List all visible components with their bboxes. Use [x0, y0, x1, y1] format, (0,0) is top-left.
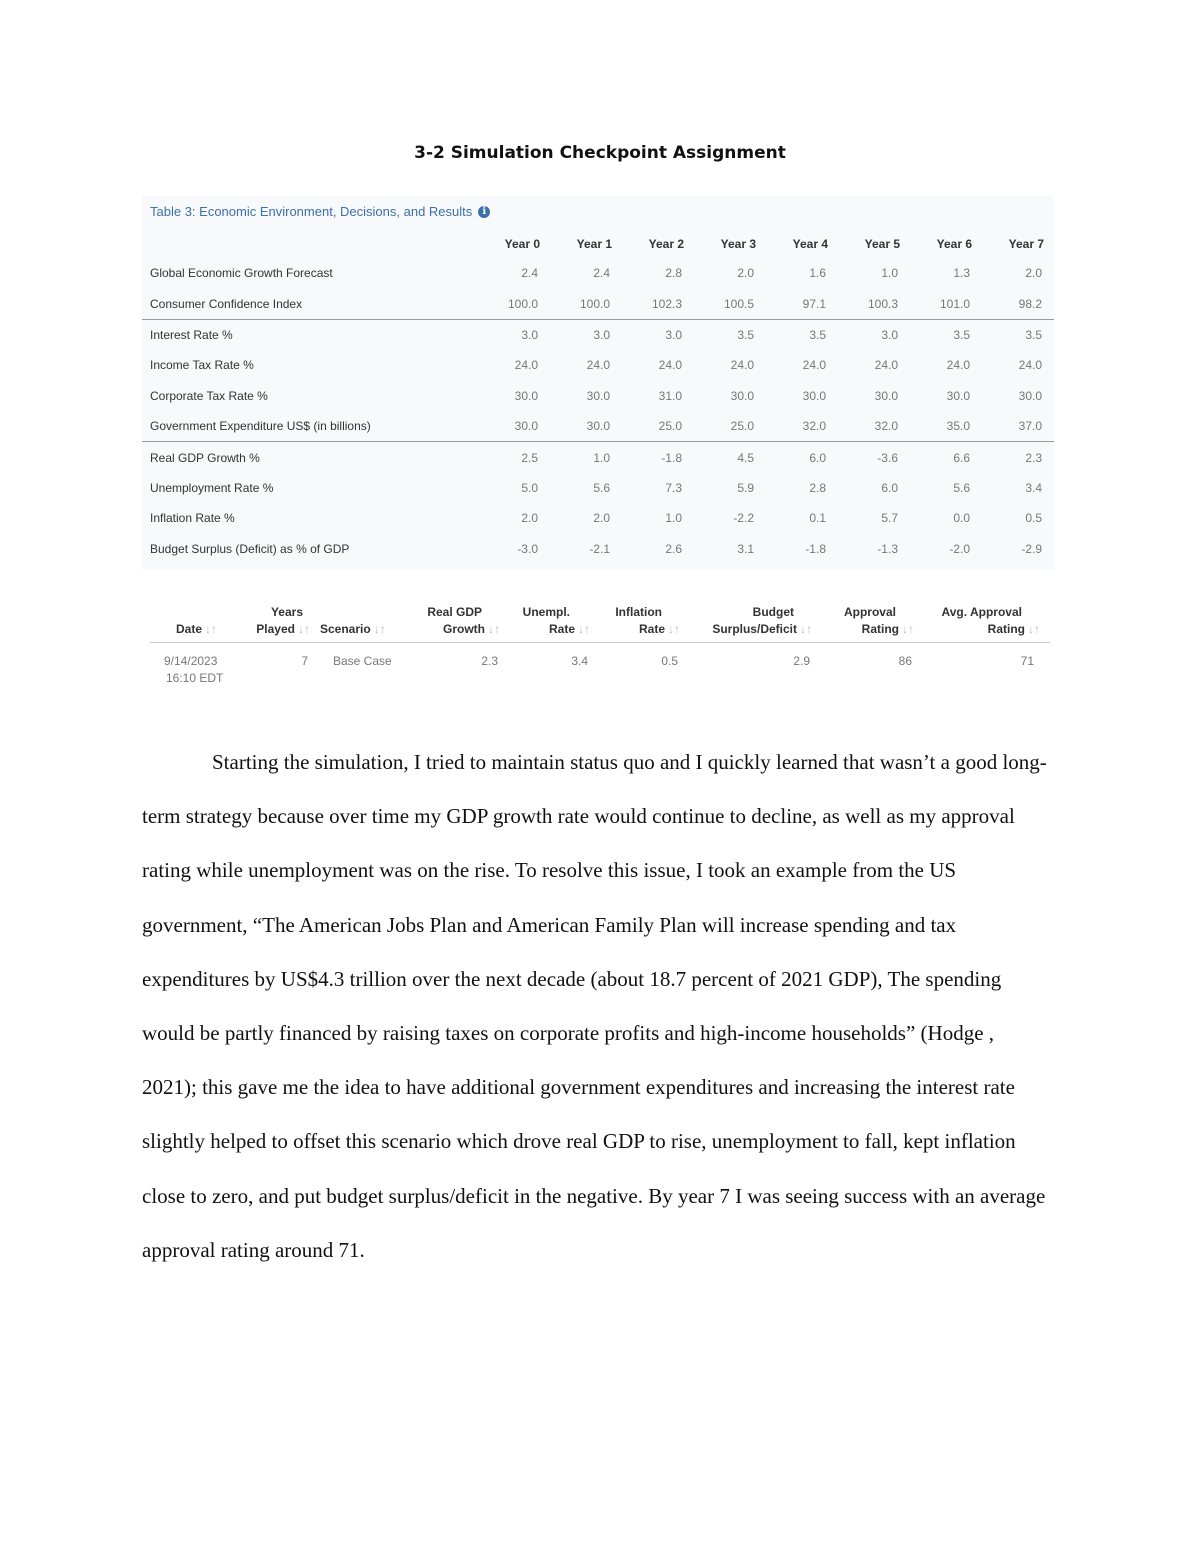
- header-year-3: Year 3: [720, 237, 756, 251]
- row-label: Government Expenditure US$ (in billions): [150, 419, 371, 434]
- header-year-1: Year 1: [576, 237, 612, 251]
- table-cell: 31.0: [658, 388, 682, 403]
- table-cell: 3.0: [550, 319, 622, 350]
- table-cell: 2.4: [593, 266, 610, 281]
- table-cell: 24.0: [586, 358, 610, 373]
- economic-environment-table: [142, 230, 1054, 564]
- header-approval-rating[interactable]: Approval Rating ↓↑: [843, 605, 914, 636]
- table-row: [142, 381, 1054, 411]
- table-cell: 32.0: [802, 419, 826, 434]
- header-date[interactable]: Date ↓↑: [176, 622, 218, 636]
- table-cell: 100.5: [723, 296, 754, 311]
- table-cell: 5.6: [593, 480, 610, 495]
- body-paragraph: Starting the simulation, I tried to maintain status quo and I quickly learned that wasn’t a good long-term strategy because over time my GDP growth rate would continue to decline, as well as my approval rating while unemployment was on the rise. To resolve this issue, I took an example from the US government, “The American Jobs Plan and American Family Plan will increase spending and tax expenditures by US$4.3 trillion over the next decade (about 18.7 percent of 2021 GDP), The spending would be partly financed by raising taxes on corporate profits and high-income households” (Hodge , 2021); this gave me the idea to have additional government expenditures and increasing the interest rate slightly helped to offset this scenario which drove real GDP to rise, unemployment to fall, kept inflation close to zero, and put budget surplus/deficit in the negative. By year 7 I was seeing success with an average approval rating around 71.: [142, 750, 1047, 1262]
- table-cell: 30.0: [514, 388, 538, 403]
- sort-icon[interactable]: ↓↑: [488, 622, 500, 636]
- table-cell: 30.0: [586, 388, 610, 403]
- table-cell: -2.9: [1021, 541, 1042, 556]
- sort-icon[interactable]: ↓↑: [1028, 622, 1040, 636]
- table-cell: 3.4: [1025, 480, 1042, 495]
- table-cell: 3.5: [766, 319, 838, 350]
- table-cell: 101.0: [939, 296, 970, 311]
- table-cell: -1.3: [877, 541, 898, 556]
- cell-scenario: Base Case: [333, 654, 392, 668]
- table-cell: 2.8: [809, 480, 826, 495]
- table-row: [142, 411, 1054, 442]
- table-cell: 2.4: [521, 266, 538, 281]
- table-cell: 3.5: [694, 319, 766, 350]
- table-cell: 2.0: [737, 266, 754, 281]
- table-cell: -2.0: [949, 541, 970, 556]
- table-cell: 97.1: [802, 296, 826, 311]
- results-header-row: [150, 598, 1050, 643]
- table-cell: 37.0: [1018, 419, 1042, 434]
- table-cell: 6.0: [881, 480, 898, 495]
- table-cell: 3.0: [838, 319, 910, 350]
- results-table: [150, 598, 1050, 683]
- table-cell: 3.5: [982, 319, 1054, 350]
- table-cell: 1.6: [809, 266, 826, 281]
- sort-icon[interactable]: ↓↑: [578, 622, 590, 636]
- table-cell: 0.5: [1025, 511, 1042, 526]
- table-cell: 30.0: [730, 388, 754, 403]
- table-cell: 98.2: [1018, 296, 1042, 311]
- header-budget-surplus-deficit[interactable]: Budget Surplus/Deficit ↓↑: [712, 605, 812, 636]
- table-cell: -3.6: [838, 442, 910, 473]
- table-cell: 5.9: [737, 480, 754, 495]
- table-cell: 100.3: [867, 296, 898, 311]
- table-cell: 24.0: [658, 358, 682, 373]
- table-cell: 25.0: [658, 419, 682, 434]
- table-cell: 1.0: [550, 442, 622, 473]
- table-row: [142, 503, 1054, 533]
- sort-icon[interactable]: ↓↑: [298, 622, 310, 636]
- sort-icon[interactable]: ↓↑: [205, 622, 218, 636]
- table-cell: -2.1: [589, 541, 610, 556]
- info-icon[interactable]: i: [478, 206, 490, 218]
- table-cell: 4.5: [694, 442, 766, 473]
- table-cell: 30.0: [514, 419, 538, 434]
- table-cell: 30.0: [874, 388, 898, 403]
- header-inflation-rate[interactable]: Inflation Rate ↓↑: [615, 605, 680, 636]
- header-blank: [142, 230, 478, 258]
- header-real-gdp-growth[interactable]: Real GDP Growth ↓↑: [427, 605, 500, 636]
- header-year-5: Year 5: [864, 237, 900, 251]
- cell-budget-surplus-deficit: 2.9: [793, 654, 810, 668]
- row-label: Consumer Confidence Index: [150, 296, 303, 311]
- table-cell: 6.0: [766, 442, 838, 473]
- table-cell: 3.5: [910, 319, 982, 350]
- table-cell: 24.0: [874, 358, 898, 373]
- cell-years-played: 7: [301, 654, 308, 668]
- row-label: Income Tax Rate %: [150, 358, 254, 373]
- cell-date: 9/14/2023 16:10 EDT: [164, 654, 224, 685]
- table-cell: 102.3: [651, 296, 682, 311]
- table-cell: 0.0: [953, 511, 970, 526]
- sort-icon[interactable]: ↓↑: [902, 622, 914, 636]
- table-cell: 30.0: [586, 419, 610, 434]
- table-cell: 2.0: [593, 511, 610, 526]
- cell-avg-approval-rating: 71: [1020, 654, 1034, 668]
- table-cell: 2.3: [982, 442, 1054, 473]
- economic-environment-table-panel: [142, 196, 1054, 570]
- table-row: [142, 473, 1054, 503]
- table-cell: 30.0: [1018, 388, 1042, 403]
- row-label: Interest Rate %: [142, 319, 478, 350]
- header-years-played[interactable]: Years Played ↓↑: [256, 605, 310, 636]
- table-row: [142, 442, 1054, 473]
- header-year-6: Year 6: [936, 237, 972, 251]
- row-label: Corporate Tax Rate %: [150, 388, 268, 403]
- table-cell: -1.8: [805, 541, 826, 556]
- table-cell: -2.2: [733, 511, 754, 526]
- table-caption: [150, 204, 490, 219]
- table-cell: 24.0: [514, 358, 538, 373]
- table-header-row: [142, 230, 1054, 258]
- table-cell: 24.0: [730, 358, 754, 373]
- table-cell: 7.3: [665, 480, 682, 495]
- table-cell: 0.1: [809, 511, 826, 526]
- header-year-0: Year 0: [504, 237, 540, 251]
- header-year-7: Year 7: [1008, 237, 1044, 251]
- table-cell: 32.0: [874, 419, 898, 434]
- table-cell: 25.0: [730, 419, 754, 434]
- table-cell: 1.3: [953, 266, 970, 281]
- table-row: [142, 288, 1054, 319]
- table-cell: -3.0: [517, 541, 538, 556]
- row-label: Real GDP Growth %: [142, 442, 478, 473]
- sort-icon[interactable]: ↓↑: [373, 622, 386, 636]
- table-cell: 24.0: [1018, 358, 1042, 373]
- table-caption-text: Table 3: Economic Environment, Decisions, and Results: [150, 204, 473, 219]
- table-cell: 24.0: [802, 358, 826, 373]
- table-cell: 100.0: [579, 296, 610, 311]
- cell-unemployment-rate: 3.4: [571, 654, 588, 668]
- table-row: [142, 258, 1054, 288]
- row-label: Global Economic Growth Forecast: [150, 266, 333, 281]
- table-cell: 2.0: [521, 511, 538, 526]
- table-cell: 2.5: [478, 442, 550, 473]
- header-year-2: Year 2: [648, 237, 684, 251]
- row-label: Inflation Rate %: [150, 511, 235, 526]
- results-row[interactable]: [150, 643, 1050, 683]
- table-cell: 30.0: [946, 388, 970, 403]
- document-title: 3-2 Simulation Checkpoint Assignment: [414, 143, 786, 163]
- sort-icon[interactable]: ↓↑: [668, 622, 680, 636]
- table-row: [142, 319, 1054, 350]
- table-cell: 2.8: [665, 266, 682, 281]
- table-cell: 5.0: [521, 480, 538, 495]
- table-cell: 2.0: [1025, 266, 1042, 281]
- table-cell: 3.0: [478, 319, 550, 350]
- header-scenario[interactable]: Scenario ↓↑: [320, 622, 386, 636]
- table-cell: 1.0: [881, 266, 898, 281]
- cell-real-gdp-growth: 2.3: [481, 654, 498, 668]
- table-cell: 35.0: [946, 419, 970, 434]
- header-avg-approval-rating[interactable]: Avg. Approval Rating ↓↑: [941, 605, 1040, 636]
- cell-inflation-rate: 0.5: [661, 654, 678, 668]
- table-row: [142, 350, 1054, 380]
- table-cell: 1.0: [665, 511, 682, 526]
- table-cell: -1.8: [622, 442, 694, 473]
- table-cell: 6.6: [910, 442, 982, 473]
- table-cell: 30.0: [802, 388, 826, 403]
- table-cell: 24.0: [946, 358, 970, 373]
- header-unemployment-rate[interactable]: Unempl. Rate ↓↑: [522, 605, 590, 636]
- row-label: Budget Surplus (Deficit) as % of GDP: [150, 541, 350, 556]
- table-cell: 3.1: [737, 541, 754, 556]
- table-cell: 3.0: [622, 319, 694, 350]
- table-cell: 2.6: [665, 541, 682, 556]
- cell-approval-rating: 86: [898, 654, 912, 668]
- table-cell: 100.0: [507, 296, 538, 311]
- header-year-4: Year 4: [792, 237, 828, 251]
- table-cell: 5.7: [881, 511, 898, 526]
- sort-icon[interactable]: ↓↑: [800, 622, 812, 636]
- table-cell: 5.6: [953, 480, 970, 495]
- row-label: Unemployment Rate %: [150, 480, 274, 495]
- table-row: [142, 534, 1054, 564]
